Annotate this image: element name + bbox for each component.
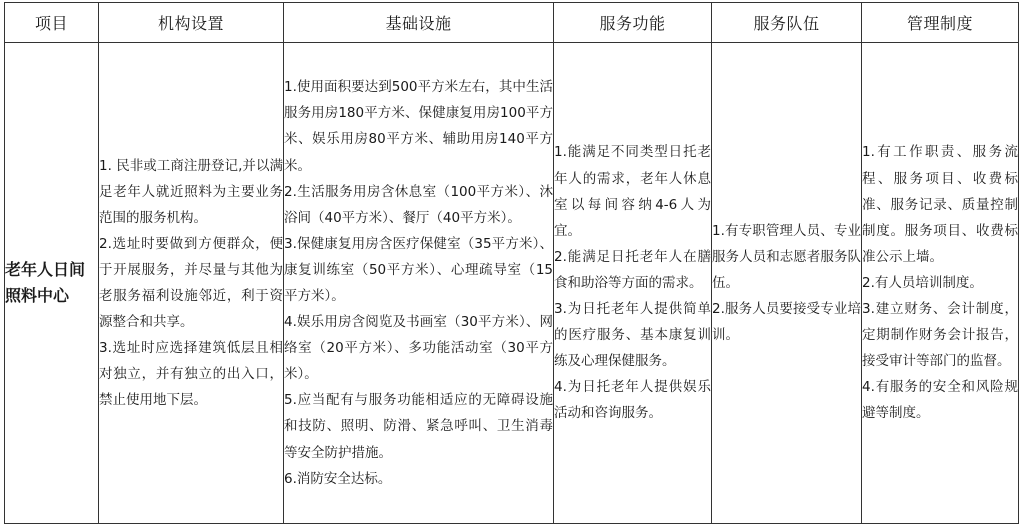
infrastructure-cell	[284, 43, 554, 524]
infrastructure-item: 4.娱乐用房含阅览及书画室（30平方米）、网络室（20平方米）、多功能活动室（30平方米）。	[284, 314, 553, 383]
standards-table	[4, 2, 1019, 524]
infrastructure-item: 1.使用面积要达到500平方米左右，其中生活服务用房180平方米、保健康复用房100平方米、娱乐用房80平方米、辅助用房140平方米。	[284, 79, 553, 174]
infrastructure-item: 2.生活服务用房含休息室（100平方米）、沐浴间（40平方米）、餐厅（40平方米）。	[284, 183, 553, 226]
service-team-item: 2.服务人员要接受专业培训。	[712, 301, 861, 344]
org-setup-item: 1. 民非或工商注册登记,并以满足老年人就近照料为主要业务范围的服务机构。	[99, 157, 283, 226]
org-setup-cell	[99, 43, 284, 524]
infrastructure-item: 5.应当配有与服务功能相适应的无障碍设施和技防、照明、防滑、紧急呼叫、卫生消毒等安全防护措施。	[284, 392, 553, 461]
header-service-functions: 服务功能	[554, 3, 712, 43]
header-item: 项目	[5, 3, 99, 43]
service-function-item: 4.为日托老年人提供娱乐活动和咨询服务。	[554, 379, 711, 422]
management-item: 1.有工作职责、服务流程、服务项目、收费标准、服务记录、质量控制制度。服务项目、收费标准公示上墙。	[862, 144, 1018, 265]
infrastructure-item: 3.保健康复用房含医疗保健室（35平方米）、康复训练室（50平方米）、心理疏导室（15平方米）。	[284, 235, 553, 304]
header-org-setup: 机构设置	[99, 3, 284, 43]
management-item: 2.有人员培训制度。	[862, 274, 983, 291]
item-name: 老年人日间照料中心	[5, 43, 99, 524]
header-infrastructure: 基础设施	[284, 3, 554, 43]
header-row	[5, 3, 1019, 43]
org-setup-item: 2.选址时要做到方便群众，便于开展服务，并尽量与其他为老服务福利设施邻近，利于资源整合和共享。	[99, 235, 283, 331]
service-function-item: 2.能满足日托老年人在膳食和助浴等方面的需求。	[554, 248, 711, 291]
table-row	[5, 43, 1019, 524]
service-function-item: 1.能满足不同类型日托老年人的需求，老年人休息室以每间容纳4-6人为宜。	[554, 144, 711, 239]
management-item: 4.有服务的安全和风险规避等制度。	[862, 379, 1018, 422]
management-item: 3.建立财务、会计制度，定期制作财务会计报告，接受审计等部门的监督。	[862, 301, 1018, 370]
service-team-item: 1.有专职管理人员、专业服务人员和志愿者服务队伍。	[712, 222, 861, 291]
service-functions-cell	[554, 43, 712, 524]
org-setup-item: 3.选址时应选择建筑低层且相对独立，并有独立的出入口，禁止使用地下层。	[99, 340, 283, 409]
header-service-team: 服务队伍	[712, 3, 862, 43]
service-team-cell	[712, 43, 862, 524]
service-function-item: 3.为日托老年人提供简单的医疗服务、基本康复训练及心理保健服务。	[554, 301, 711, 370]
management-cell	[862, 43, 1019, 524]
infrastructure-item: 6.消防安全达标。	[284, 470, 392, 487]
header-management: 管理制度	[862, 3, 1019, 43]
